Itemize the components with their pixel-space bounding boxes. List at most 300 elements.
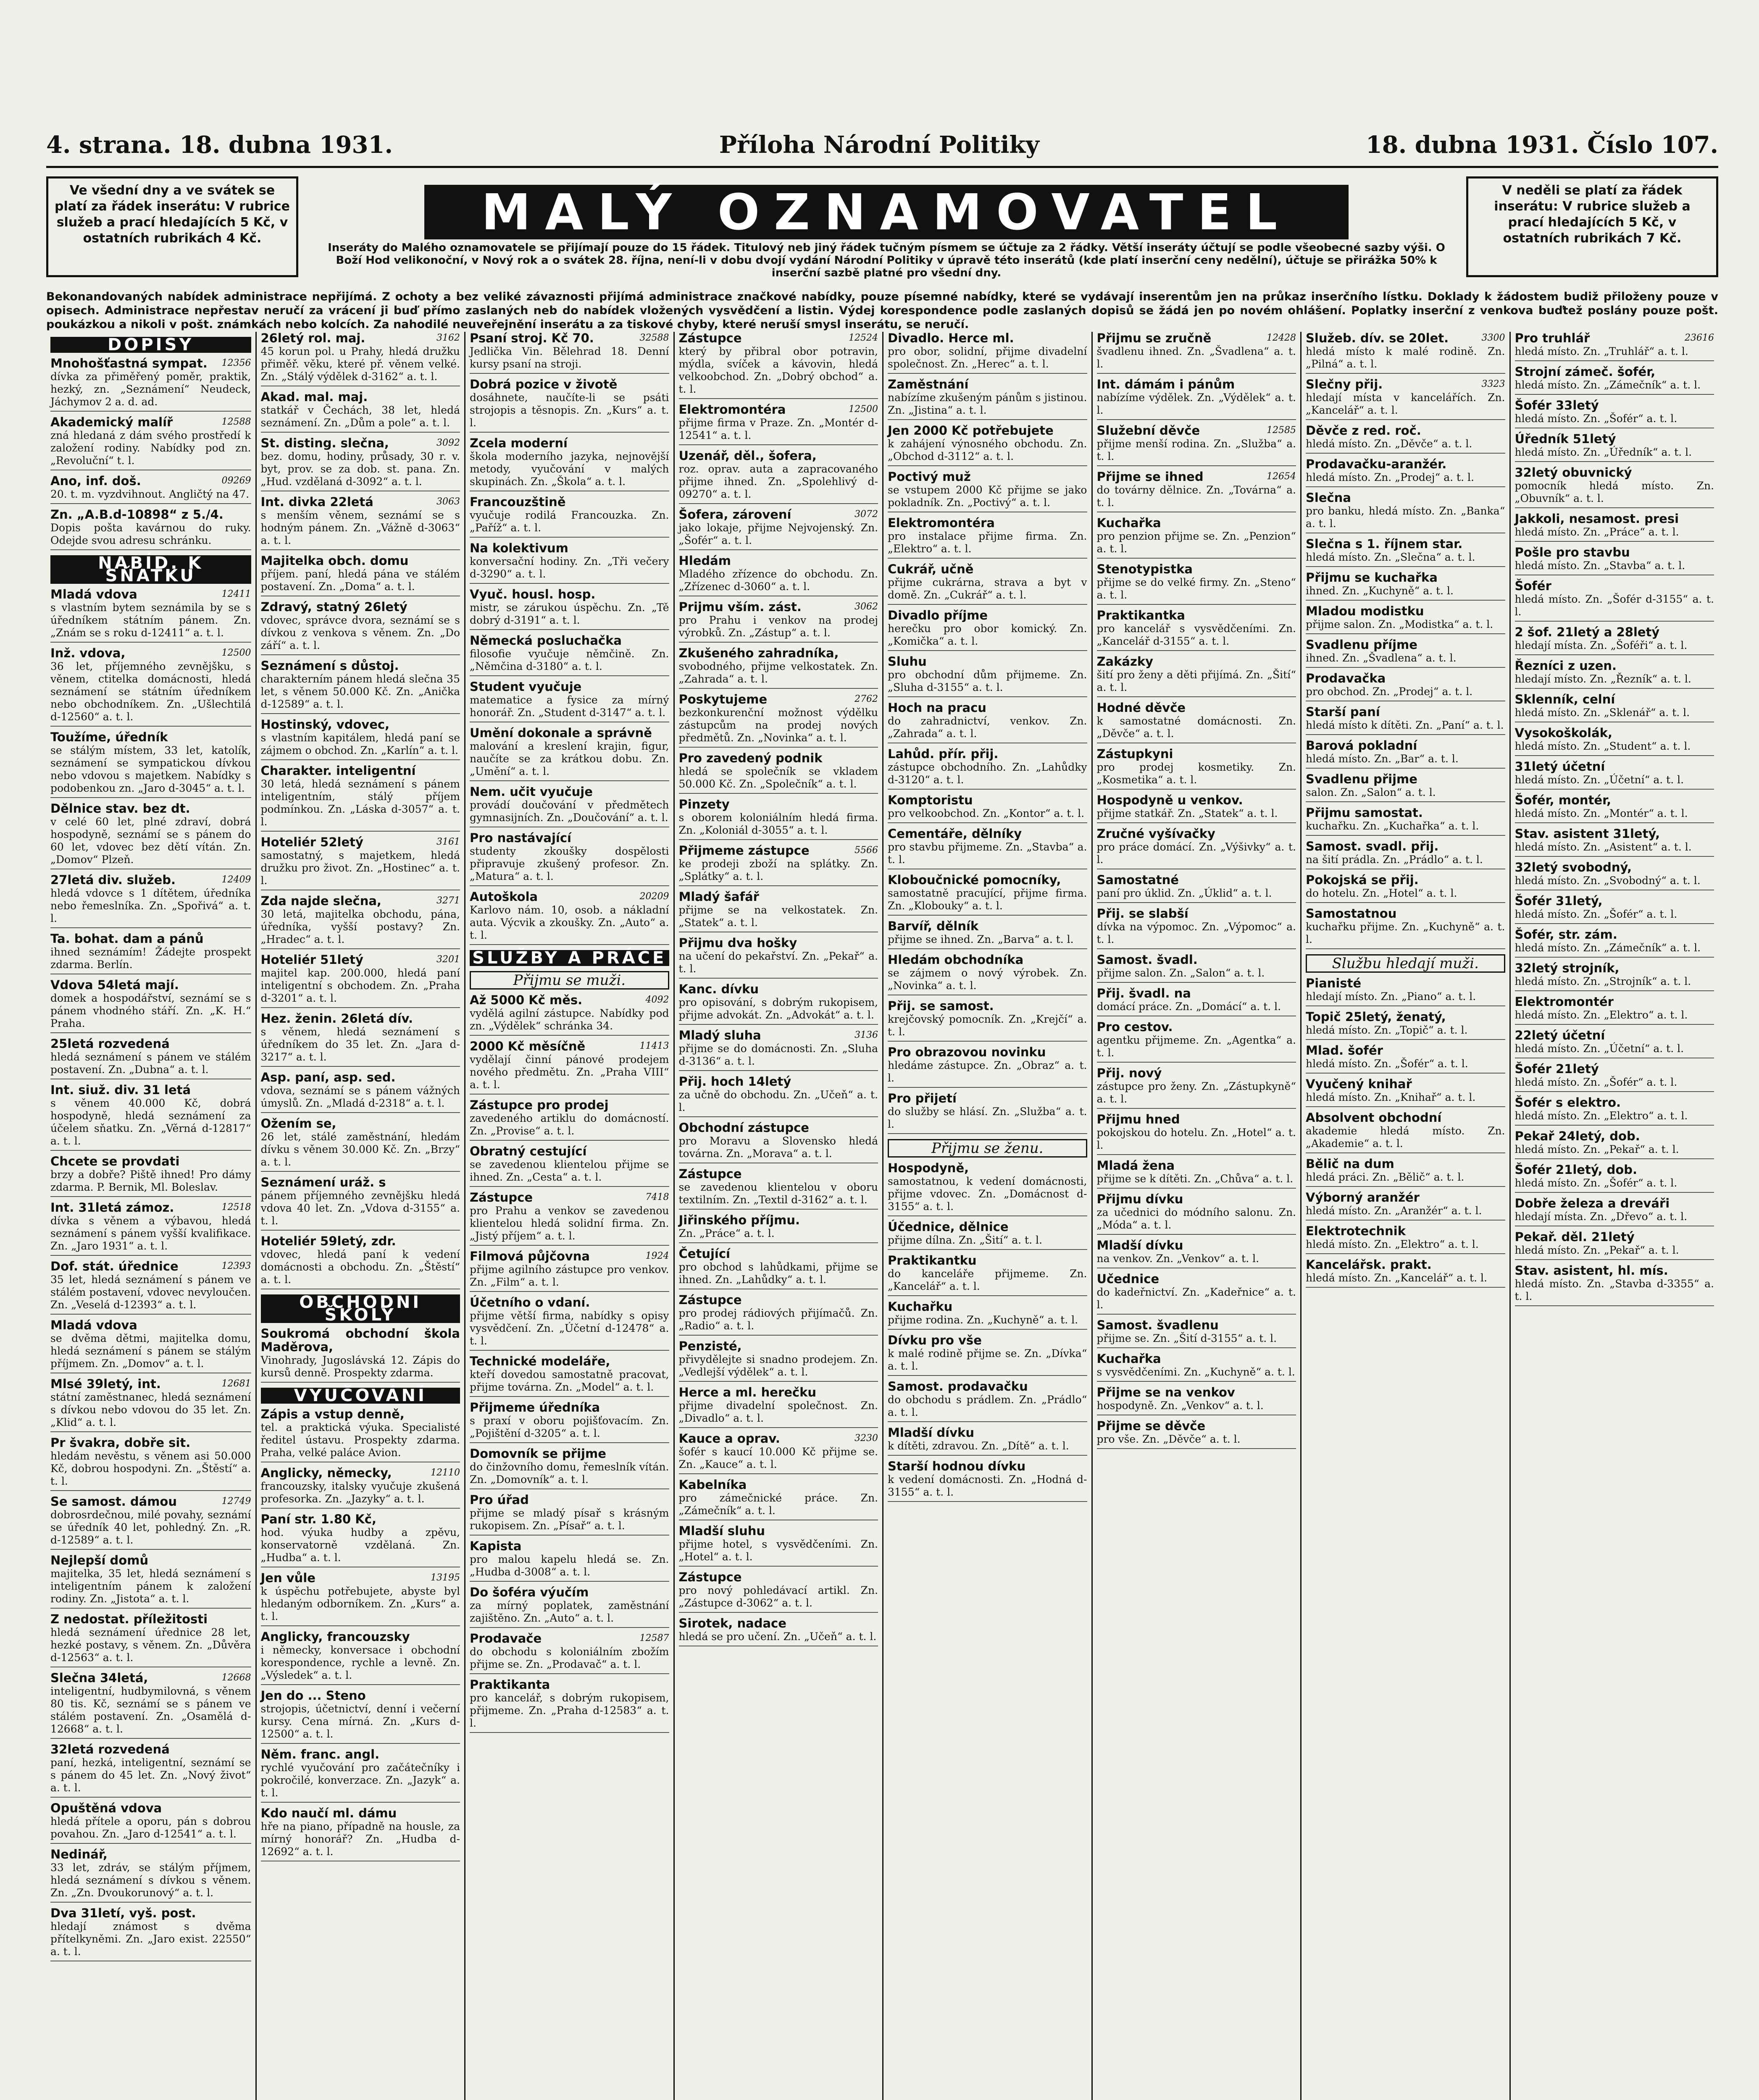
ad-number: 11413: [639, 1041, 669, 1051]
ad-column: [1300, 332, 1509, 2100]
ad-body: hledá přítele a oporu, pán s dobrou povahou. Zn. „Jaro d-12541“ a. t. l.: [50, 1815, 251, 1840]
ad-heading: Penzisté,: [678, 1339, 742, 1353]
ad-heading: Mladá vdova: [50, 587, 137, 601]
ad-body: hledá místo. Zn. „Účetní“ a. t. l.: [1514, 774, 1684, 786]
ad-heading: Soukromá obchodní škola Maděrova,: [260, 1326, 460, 1354]
classified-ad: [679, 1168, 878, 1210]
ad-heading: Do šoféra výučím: [470, 1585, 589, 1599]
ad-number: 13195: [431, 1572, 460, 1583]
ad-body: domácí práce. Zn. „Domácí“ a. t. l.: [1096, 1000, 1281, 1013]
ad-number: 32588: [639, 333, 669, 343]
ad-heading: Sirotek, nadace: [678, 1616, 786, 1630]
ad-heading: Pošle pro stavbu: [1514, 545, 1630, 559]
classified-ad: [679, 844, 878, 886]
ad-body: se vstupem 2000 Kč přijme se jako pokladník. Zn. „Poctivý“ a. t. l.: [888, 484, 1087, 509]
ad-number: 12585: [1267, 425, 1296, 436]
classified-ad: [1515, 995, 1714, 1025]
ad-heading: Komptoristu: [888, 793, 973, 807]
ad-heading: Int. dámám i pánům: [1096, 377, 1235, 391]
classified-ad: [470, 634, 669, 676]
ad-body: škola moderního jazyka, nejnovější metody, vyučování v malých skupinách. Zn. „Škola“ a. t. l.: [470, 450, 669, 488]
ad-heading: Samost. švadlenu: [1096, 1318, 1219, 1332]
classified-ad: [1515, 466, 1714, 508]
ad-body: pro prodej rádiových přijímačů. Zn. „Radio“ a. t. l.: [678, 1307, 878, 1332]
ad-heading: Kancelářsk. prakt.: [1306, 1257, 1432, 1272]
ad-heading: Účetního o vdaní.: [470, 1295, 590, 1310]
subsection-heading: Přijmu se ženu.: [888, 1139, 1087, 1158]
ad-heading: Starší hodnou dívku: [888, 1459, 1026, 1473]
classified-ad: [888, 609, 1087, 651]
ad-heading: Sluhu: [888, 654, 927, 669]
ad-body: malování a kreslení krajin, figur, naučíte se za krátkou dobu. Zn. „Umění“ a. t. l.: [470, 740, 669, 777]
ad-heading: Přij. se slabší: [1096, 906, 1188, 921]
ad-body: hledá místo. Zn. „Šofér d-3155“ a. t. l.: [1514, 593, 1714, 618]
ad-body: hledá místo. Zn. „Šofér“ a. t. l.: [1514, 1177, 1677, 1189]
classified-ad: [679, 752, 878, 794]
ad-number: 7418: [645, 1192, 669, 1202]
ad-body: hledá místo. Zn. „Elektro“ a. t. l.: [1306, 1238, 1479, 1250]
classified-ad: [470, 542, 669, 584]
ad-number: 12428: [1267, 333, 1296, 343]
ad-body: pro kancelář, s dobrým rukopisem, přijmeme. Zn. „Praha d-12583“ a. t. l.: [470, 1692, 669, 1729]
classified-ad: [1515, 659, 1714, 689]
classified-ad: [261, 718, 460, 760]
ad-heading: 22letý účetní: [1514, 1028, 1605, 1042]
classified-ad: [679, 1525, 878, 1567]
ad-heading: Kabelníka: [678, 1478, 747, 1492]
ad-heading: Asp. paní, asp. sed.: [260, 1070, 396, 1084]
ad-heading: Cementáře, dělníky: [888, 827, 1022, 841]
classified-ad: [261, 895, 460, 949]
ad-heading: Přijme se na venkov: [1096, 1385, 1235, 1399]
classified-ad: [1097, 470, 1296, 512]
classified-ad: [261, 836, 460, 890]
ad-number: 3072: [855, 509, 878, 520]
ad-heading: Dof. stát. úřednice: [50, 1259, 179, 1273]
classified-ad: [261, 953, 460, 1008]
ad-heading: Z nedostat. příležitosti: [50, 1612, 208, 1626]
classified-ad: [261, 1748, 460, 1803]
ad-body: samostatně pracující, přijme firma. Zn. „Klobouky“ a. t. l.: [888, 887, 1087, 912]
ad-heading: Kauce a oprav.: [678, 1431, 780, 1446]
classified-ad: [50, 802, 251, 869]
ad-heading: Řezníci z uzen.: [1514, 659, 1617, 673]
classified-ad: [470, 1250, 669, 1292]
classified-ad: [888, 827, 1087, 869]
classified-ad: [1097, 1420, 1296, 1449]
ad-number: 12411: [221, 589, 251, 599]
ad-heading: Přijme se děvče: [1096, 1419, 1206, 1433]
classified-ad: [1306, 1011, 1505, 1040]
ad-heading: Hoch na pracu: [888, 701, 986, 715]
ad-heading: Dva 31letí, vyš. post.: [50, 1906, 196, 1920]
ad-heading: Toužíme, úředník: [50, 730, 168, 744]
ad-heading: Slečny přij.: [1306, 377, 1383, 391]
ad-heading: Přijmu samostat.: [1306, 806, 1423, 820]
ad-body: k zahájení výnosného obchodu. Zn. „Obchod d-3112“ a. t. l.: [888, 438, 1087, 462]
ad-body: nabízíme zkušeným pánům s jistinou. Zn. „Jistina“ a. t. l.: [888, 391, 1087, 416]
ad-body: přijme větší firma, nabídky s opisy vysvědčení. Zn. „Účetní d-12478“ a. t. l.: [470, 1310, 669, 1347]
ad-number: 12588: [221, 417, 251, 427]
ad-body: i německy, konversace i obchodní korespondence, rychle a levně. Zn. „Výsledek“ a. t. l.: [260, 1644, 460, 1681]
ad-number: 09269: [221, 475, 251, 486]
ad-body: přijme se ihned. Zn. „Barva“ a. t. l.: [888, 933, 1074, 945]
ad-body: se zájmem o nový výrobek. Zn. „Novinka“ a. t. l.: [888, 967, 1087, 992]
classified-ad: [1097, 748, 1296, 790]
ad-heading: Mlad. šofér: [1306, 1043, 1383, 1058]
classified-ad: [679, 1340, 878, 1382]
classified-ad: [1515, 794, 1714, 823]
ad-heading: Pinzety: [678, 797, 730, 811]
ad-body: kuchařku přijme. Zn. „Kuchyně“ a. t. l.: [1306, 921, 1505, 945]
ad-body: pro prodej kosmetiky. Zn. „Kosmetika“ a. t. l.: [1096, 761, 1296, 786]
ad-column: [46, 332, 255, 2100]
classified-ad: [1306, 1044, 1505, 1074]
ad-heading: Přijmeme zástupce: [678, 843, 810, 858]
ad-body: dobrosrdečnou, milé povahy, seznámí se úředník 40 let, pohledný. Zn. „R. d-12589“ a. t. l.: [50, 1509, 251, 1546]
classified-ad: [1097, 907, 1296, 949]
ad-heading: Herce a ml. herečku: [678, 1385, 817, 1399]
intro-notice: Bekonandovaných nabídek administrace nepřijímá. Z ochoty a bez veliké závaznosti přijímá administrace značkové nabídky, pouze písemné nabídky, které se vydávají inserentům jen na průkaz inserčního lístku. Doklady k žádostem budiž přiloženy pouze v opisech. Administrace nepřestav neručí za vrácení ji buď přímo zaslaných neb do nabídek vložených vysvědčení a listin. Výdej korespondence podle zaslaných dopisů se žádá jen po novém ohlášení. Poplatky inserční z venkova buďtež poslány pouze pošt. poukázkou a nikoli v pošt. známkách nebo kolcích. Za nahodilé neuveřejnění inserátu a za tiskové chyby, které neruší smysl inserátu, se neručí.: [46, 290, 1718, 331]
ad-heading: Šofér: [1514, 579, 1551, 593]
ad-heading: Zručné vyšívačky: [1096, 827, 1215, 841]
classified-ad: [50, 1319, 251, 1373]
ad-heading: Umění dokonale a správně: [470, 726, 652, 740]
classified-ad: [1097, 563, 1296, 605]
ad-heading: Int. divka 22letá: [260, 495, 373, 509]
classified-ad: [888, 874, 1087, 916]
ad-body: hledám nevěstu, s věnem asi 50.000 Kč, dobrou hospodyni. Zn. „Štěstí“ a. t. l.: [50, 1450, 251, 1487]
ad-body: přijme menší rodina. Zn. „Služba“ a. t. l.: [1096, 438, 1296, 462]
classified-ad: [470, 1586, 669, 1628]
classified-ad: [50, 588, 251, 643]
classified-ad: [1306, 538, 1505, 567]
classified-ad: [888, 1254, 1087, 1296]
ad-body: zná hledaná z dám svého prostředí k založení rodiny. Nabídky pod zn. „Revoluční“ t. l.: [50, 429, 251, 467]
ad-body: hledáme zástupce. Zn. „Obraz“ a. t. l.: [888, 1059, 1087, 1084]
ad-body: hledá místo. Zn. „Práce“ a. t. l.: [1514, 526, 1679, 538]
classified-ad: [470, 1401, 669, 1443]
ad-heading: 31letý účetní: [1514, 759, 1605, 774]
ad-body: na učení do pekařství. Zn. „Pekař“ a. t. l.: [678, 950, 878, 975]
classified-ad: [1515, 512, 1714, 542]
classified-ad: [470, 1191, 669, 1246]
ad-heading: Praktikantku: [888, 1253, 977, 1268]
ad-heading: Ožením se,: [260, 1116, 337, 1131]
classified-ad: [261, 1513, 460, 1567]
classified-ad: [50, 1201, 251, 1256]
ad-body: šití pro ženy a děti přijímá. Zn. „Šití“ a. t. l.: [1096, 669, 1296, 693]
ad-heading: Zda najde slečna,: [260, 894, 381, 908]
classified-ad: [470, 832, 669, 886]
classified-ad: [888, 1426, 1087, 1456]
ad-heading: Šofér 21letý: [1514, 1062, 1599, 1076]
ad-heading: Přijmu se kuchařka: [1306, 570, 1438, 585]
ad-heading: Int. siuž. div. 31 letá: [50, 1083, 191, 1097]
classified-ad: [888, 655, 1087, 697]
ad-body: vydělá agilní zástupce. Nabídky pod zn. „Výdělek“ schránka 34.: [470, 1007, 669, 1032]
classified-ad: [50, 1613, 251, 1667]
ad-heading: Praktikantka: [1096, 608, 1185, 622]
classified-ad: [1515, 727, 1714, 756]
ad-body: studenty zkoušky dospělosti připravuje zkušený profesor. Zn. „Matura“ a. t. l.: [470, 845, 669, 882]
ad-heading: Hostinský, vdovec,: [260, 717, 390, 732]
ad-body: přijme dílna. Zn. „Šití“ a. t. l.: [888, 1234, 1042, 1246]
classified-ad: [1515, 1197, 1714, 1226]
classified-ad: [1097, 378, 1296, 420]
ad-heading: Hoteliér 52letý: [260, 835, 363, 849]
classified-ad: [1097, 517, 1296, 559]
classified-ad: [888, 1460, 1087, 1502]
ad-body: přijme hotel, s vysvědčeními. Zn. „Hotel“ a. t. l.: [678, 1538, 878, 1563]
ad-heading: Zástupkyni: [1096, 747, 1173, 761]
ad-heading: Výborný aranžér: [1306, 1190, 1420, 1205]
classified-ad: [261, 1327, 460, 1383]
ad-body: na šití prádla. Zn. „Prádlo“ a. t. l.: [1306, 853, 1483, 866]
section-heading: OBCHODNÍ ŠKOLY: [261, 1294, 460, 1323]
classified-ad: [470, 1145, 669, 1187]
ad-body: Karlovo nám. 10, osob. a nákladní auta. Výcvik a zkoušky. Zn. „Auto“ a. t. l.: [470, 904, 669, 941]
ad-heading: Psaní stroj. Kč 70.: [470, 332, 594, 345]
ad-heading: Německá posluchačka: [470, 633, 622, 648]
ad-body: přijme divadelní společnost. Zn. „Divadlo“ a. t. l.: [678, 1399, 878, 1424]
classified-ad: [470, 994, 669, 1036]
classified-ad: [261, 1117, 460, 1172]
ad-body: do zahradnictví, venkov. Zn. „Zahrada“ a. t. l.: [888, 715, 1087, 740]
ad-body: za mírný poplatek, zaměstnání zajištěno. Zn. „Auto“ a. t. l.: [470, 1599, 669, 1624]
ad-heading: Student vyučuje: [470, 680, 582, 694]
ad-heading: Vyuč. housl. hosp.: [470, 587, 596, 601]
ad-body: Mladého zřízence do obchodu. Zn. „Zřízenec d-3060“ a. t. l.: [678, 568, 878, 593]
ad-body: rychlé vyučování pro začátečníky i pokročilé, konverzace. Zn. „Jazyk“ a. t. l.: [260, 1761, 460, 1799]
ad-heading: 2 šof. 21letý a 28letý: [1514, 625, 1660, 639]
classified-ad: [679, 1478, 878, 1520]
classified-ad: [888, 701, 1087, 743]
ad-heading: Zdravý, statný 26letý: [260, 600, 408, 614]
ad-number: 12393: [221, 1261, 251, 1271]
ad-heading: Slečna s 1. říjnem star.: [1306, 537, 1463, 551]
ad-body: hledají místo. Zn. „Piano“ a. t. l.: [1306, 990, 1476, 1003]
classified-ad: [470, 785, 669, 827]
ad-number: 12409: [221, 874, 251, 885]
ad-heading: Se samost. dámou: [50, 1494, 177, 1509]
ad-heading: Anglicky, francouzsky: [260, 1630, 410, 1644]
ad-heading: Hez. ženin. 26letá dív.: [260, 1011, 413, 1026]
ad-heading: Přijme se ihned: [1096, 470, 1204, 484]
header-left: 4. strana. 18. dubna 1931.: [46, 131, 393, 159]
classified-ad: [888, 748, 1087, 790]
ad-body: hledá místo. Zn. „Elektro“ a. t. l.: [1514, 1110, 1688, 1122]
ad-body: hledá místo. Zn. „Truhlář“ a. t. l.: [1514, 345, 1688, 357]
ad-body: bezkonkurenční možnost výdělku zástupcům na prodej nových předmětů. Zn. „Novinka“ a. t. l.: [678, 706, 878, 744]
classified-ad: [1097, 655, 1296, 697]
classified-ad: [50, 508, 251, 550]
classified-ad: [679, 1247, 878, 1289]
classified-ad: [1306, 1078, 1505, 1107]
ad-body: příjem. paní, hledá pána ve stálém postavení. Zn. „Doma“ a. t. l.: [260, 568, 460, 593]
ad-number: 12500: [849, 404, 878, 415]
ad-body: do obchodu s prádlem. Zn. „Prádlo“ a. t. l.: [888, 1394, 1087, 1418]
ad-body: brzy a dobře? Piště ihned! Pro dámy zdarma. P. Bernik, Ml. Boleslav.: [50, 1168, 251, 1193]
classified-ad: [679, 508, 878, 550]
ad-heading: Zkušeného zahradníka,: [678, 646, 839, 660]
ad-heading: Dobrá pozice v životě: [470, 377, 618, 391]
ad-body: vydělají činní pánové prodejem nového předmětu. Zn. „Praha VIII“ a. t. l.: [470, 1053, 669, 1091]
classified-ad: [470, 1632, 669, 1674]
section-heading: DOPISY: [50, 337, 251, 353]
ad-heading: Šofér 21letý, dob.: [1514, 1163, 1638, 1177]
ad-heading: Samostatnou: [1306, 906, 1397, 921]
ad-heading: Mladou modistku: [1306, 604, 1424, 618]
ad-heading: Technické modeláře,: [470, 1354, 610, 1368]
ad-heading: Inž. vdova,: [50, 646, 126, 660]
ad-heading: Chcete se provdati: [50, 1154, 180, 1168]
ad-body: agentku přijmeme. Zn. „Agentka“ a. t. l.: [1096, 1034, 1296, 1059]
classified-ad: [1515, 1231, 1714, 1260]
ad-heading: Mladší dívku: [888, 1425, 974, 1440]
classified-ad: [470, 1494, 669, 1536]
ad-body: pro stavbu přijmeme. Zn. „Stavba“ a. t. l.: [888, 841, 1087, 866]
ad-body: zavedeného artiklu do domácností. Zn. „Provise“ a. t. l.: [470, 1112, 669, 1137]
ad-body: Vinohrady, Jugoslávská 12. Zápis do kursů denně. Prospekty zdarma.: [260, 1354, 460, 1379]
ad-body: kteří dovedou samostatně pracovat, přijme továrna. Zn. „Model“ a. t. l.: [470, 1368, 669, 1393]
ad-body: s vlastním bytem seznámila by se s úředníkem státním pánem. Zn. „Znám se s roku d-12411“ a. t. l.: [50, 601, 251, 639]
ad-heading: Šofér, str. zám.: [1514, 927, 1617, 942]
classified-ad: [1306, 874, 1505, 903]
ad-heading: Praktikanta: [470, 1677, 550, 1692]
classified-ad: [888, 332, 1087, 374]
ad-heading: Vyučený knihař: [1306, 1077, 1412, 1091]
classified-ad: [261, 1572, 460, 1626]
ad-heading: St. disting. slečna,: [260, 436, 389, 450]
ad-body: pro práce domácí. Zn. „Výšivky“ a. t. l.: [1096, 841, 1296, 866]
ad-heading: Přij. hoch 14letý: [678, 1074, 791, 1089]
section-heading: VYUČOVÁNÍ: [261, 1388, 460, 1404]
classified-ad: [470, 1040, 669, 1095]
ad-body: s menším věnem, seznámí se s hodným pánem. Zn. „Vážně d-3063“ a. t. l.: [260, 509, 460, 546]
ad-body: pánem příjemného zevnějšku hledá vdova 40 let. Zn. „Vdova d-3155“ a. t. l.: [260, 1189, 460, 1227]
ad-number: 3230: [855, 1433, 878, 1444]
classified-ad: [1515, 332, 1714, 361]
classified-ad: [679, 1075, 878, 1117]
classified-ad: [679, 1386, 878, 1428]
classified-ad: [50, 1743, 251, 1798]
ad-heading: Uzenář, děl., šofera,: [678, 449, 817, 463]
ad-heading: Starší paní: [1306, 705, 1380, 719]
ad-body: do služby se hlásí. Zn. „Služba“ a. t. l.: [888, 1105, 1087, 1130]
ad-body: s věnem, hledá seznámení s úředníkem do 35 let. Zn. „Jara d-3217“ a. t. l.: [260, 1026, 460, 1063]
ad-body: do hotelu. Zn. „Hotel“ a. t. l.: [1306, 887, 1457, 899]
ad-body: hledá místo. Zn. „Stavba“ a. t. l.: [1514, 559, 1685, 572]
ad-heading: Šofér 33letý: [1514, 398, 1599, 412]
classified-ad: [888, 953, 1087, 995]
ad-body: 33 let, zdráv, se stálým příjmem, hledá seznámení s dívkou s věnem. Zn. „Zn. Dvoukorunový“ a. t. l.: [50, 1861, 251, 1899]
ad-body: herečku pro obor komický. Zn. „Komička“ a. t. l.: [888, 622, 1087, 647]
classified-ad: [888, 517, 1087, 559]
classified-ad: [1097, 1113, 1296, 1155]
ad-heading: Jen vůle: [260, 1571, 316, 1585]
classified-ad: [888, 563, 1087, 605]
ad-body: vdovec, hledá paní k vedení domácnosti a obchodu. Zn. „Štěstí“ a. t. l.: [260, 1248, 460, 1286]
ad-number: 3300: [1481, 333, 1505, 343]
classified-ad: [679, 1571, 878, 1613]
ad-heading: Stav. asistent, hl. mís.: [1514, 1263, 1668, 1278]
ad-heading: Poskytujeme: [678, 692, 768, 706]
ad-number: 3271: [436, 895, 460, 906]
ad-body: přijme rodina. Zn. „Kuchyně“ a. t. l.: [888, 1314, 1078, 1326]
ad-heading: Samost. svadl. přij.: [1306, 839, 1439, 853]
ad-body: tel. a praktická výuka. Specialisté ředitel ústavu. Prospekty zdarma. Praha, velké paláce Avion.: [260, 1421, 460, 1459]
header-right: 18. dubna 1931. Číslo 107.: [1365, 131, 1718, 159]
ad-body: 45 korun pol. u Prahy, hledá družku přiměř. věku, které př. věnem velké. Zn. „Stálý výdělek d-3162“ a. t. l.: [260, 345, 460, 383]
classified-ad: [1515, 1063, 1714, 1092]
ad-heading: 32letý svobodný,: [1514, 860, 1632, 874]
classified-ad: [261, 1071, 460, 1113]
ad-number: 12668: [221, 1672, 251, 1683]
ad-body: 20. t. m. vyzdvihnout. Angličtý na 47.: [50, 488, 250, 500]
classified-ad: [1306, 1111, 1505, 1153]
ad-number: 1924: [645, 1251, 669, 1261]
ad-heading: Šofér, montér,: [1514, 793, 1612, 807]
ad-body: se zavedenou klientelou v oboru textilním. Zn. „Textil d-3162“ a. t. l.: [678, 1181, 878, 1206]
ad-heading: Pianisté: [1306, 976, 1362, 990]
ad-heading: Zápis a vstup denně,: [260, 1407, 405, 1421]
rate-box-sunday: V neděli se platí za řádek inserátu: V rubrice služeb a prací hledajících 5 Kč, v ostatních rubrikách 7 Kč.: [1466, 176, 1718, 277]
classified-ad: [1515, 1163, 1714, 1193]
classified-ad: [50, 1495, 251, 1550]
ad-body: samostatnou, k vedení domácnosti, přijme vdovec. Zn. „Domácnost d-3155“ a. t. l.: [888, 1175, 1087, 1213]
ad-heading: Mlsé 39letý, int.: [50, 1377, 161, 1391]
ad-heading: Sklenník, celní: [1514, 692, 1615, 706]
classified-ad: [50, 1672, 251, 1739]
ad-number: 12110: [431, 1467, 460, 1478]
ad-body: švadlenu ihned. Zn. „Švadlena“ a. t. l.: [1096, 345, 1296, 370]
ad-body: hledá místo. Zn. „Zámečník“ a. t. l.: [1514, 942, 1701, 954]
classified-ad: [1306, 458, 1505, 487]
ad-body: paní, hezká, inteligentní, seznámí se s pánem do 45 let. Zn. „Nový život“ a. t. l.: [50, 1756, 251, 1794]
classified-ad: [679, 1214, 878, 1243]
ad-heading: Ano, inf. doš.: [50, 474, 141, 488]
ad-heading: Svadlenu přijme: [1306, 772, 1417, 786]
classified-ad: [1097, 1193, 1296, 1235]
ad-heading: Zástupce: [470, 1190, 533, 1205]
ad-number: 3136: [855, 1030, 878, 1040]
classified-ad: [679, 332, 878, 399]
ad-heading: Samost. prodavačku: [888, 1379, 1028, 1394]
ad-body: hledá vdovce s 1 dítětem, úředníka nebo řemeslníka. Zn. „Spořivá“ a. t. l.: [50, 887, 251, 924]
title-block: [46, 176, 1718, 281]
ad-heading: Pro přijetí: [888, 1091, 957, 1105]
ad-body: se zavedenou klientelou přijme se ihned. Zn. „Cesta“ a. t. l.: [470, 1158, 669, 1183]
classified-ad: [679, 1121, 878, 1163]
ad-heading: Pekař. děl. 21letý: [1514, 1230, 1635, 1244]
classified-ad: [1306, 638, 1505, 668]
classified-ad: [50, 1260, 251, 1315]
classified-ad: [888, 378, 1087, 420]
ad-body: konversační hodiny. Zn. „Tři večery d-3290“ a. t. l.: [470, 555, 669, 580]
ad-column: [882, 332, 1091, 2100]
ad-heading: Dělnice stav. bez dt.: [50, 801, 190, 816]
ad-number: 23616: [1685, 333, 1714, 343]
ad-body: pro Prahu a venkov se zavedenou klientelou hledá solidní firma. Zn. „Jistý příjem“ a. t. l.: [470, 1205, 669, 1242]
classified-ad: [261, 601, 460, 655]
classified-ad: [679, 403, 878, 445]
classified-ad: [1515, 827, 1714, 857]
ad-body: matematice a fysice za mírný honorář. Zn. „Student d-3147“ a. t. l.: [470, 694, 669, 719]
ad-heading: Majitelka obch. domu: [260, 554, 409, 568]
ad-body: na venkov. Zn. „Venkov“ a. t. l.: [1096, 1252, 1259, 1265]
ad-body: vyučuje rodilá Francouzka. Zn. „Paříž“ a. t. l.: [470, 509, 669, 534]
